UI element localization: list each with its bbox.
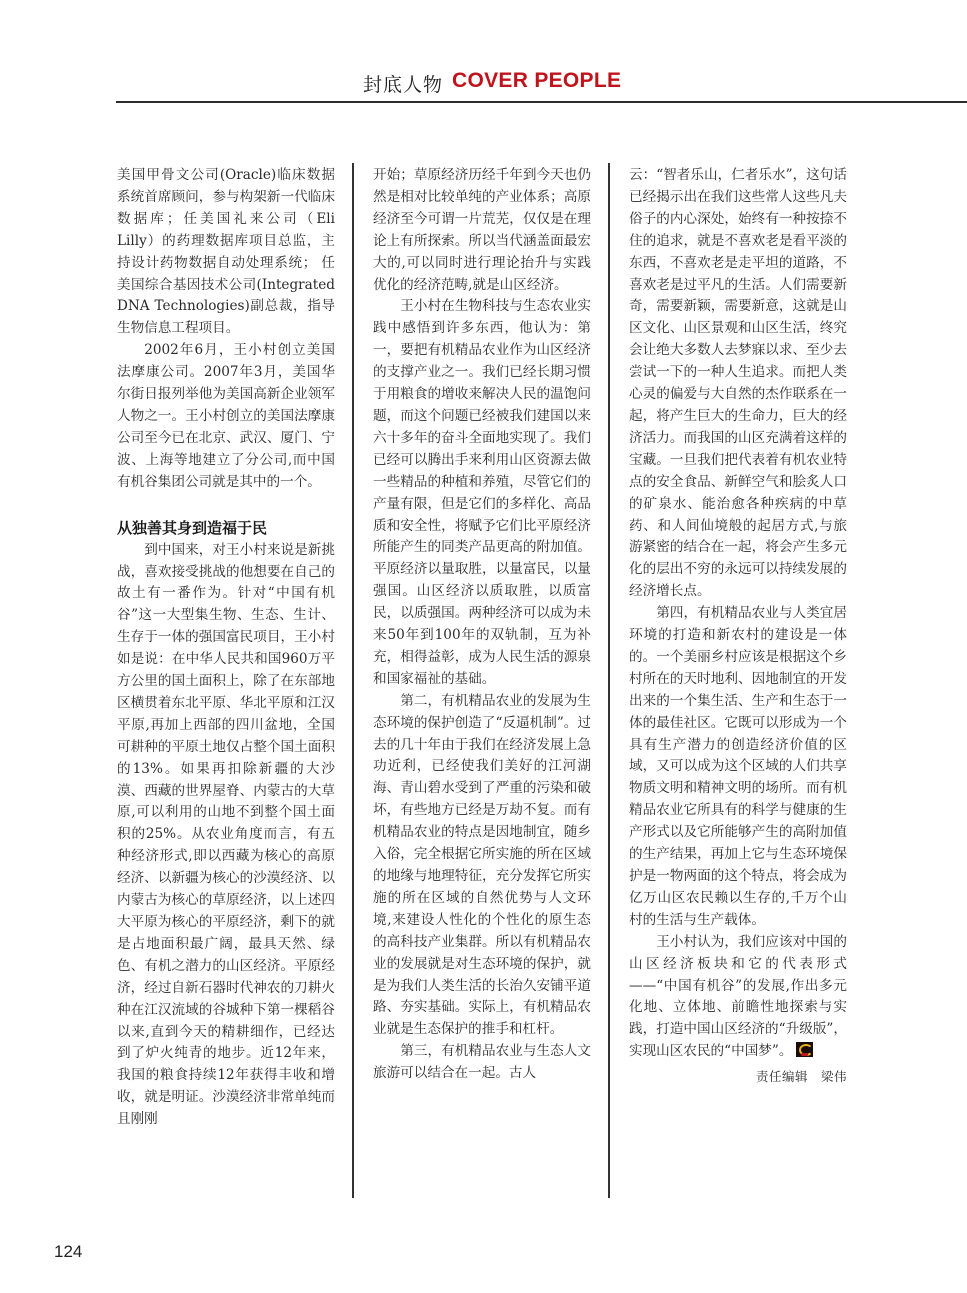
- header-rule: [116, 101, 967, 103]
- column-divider: [352, 163, 354, 1198]
- paragraph: 云：“智者乐山，仁者乐水”，这句话已经揭示出在我们这些常人这些凡夫俗子的内心深处，始终有一种按捺不住的追求，就是不喜欢老是看平淡的东西，不喜欢老是走平坦的道路，不喜欢老是过平凡的生活。人们需要新奇，需要新颖，需要新意，这就是山区文化、山区景观和山区生活，终究会让绝大多数人去梦寐以求、至少去尝试一下的一种人生追求。而把人类心灵的偏爱与大自然的杰作联系在一起，将产生巨大的生命力，巨大的经济活力。而我国的山区充满着这样的宝藏。一旦我们把代表着有机农业特点的安全食品、新鲜空气和脍炙人口的矿泉水、能治愈各种疾病的中草药、和人间仙境般的起居方式,与旅游紧密的结合在一起，将会产生多元化的层出不穷的永远可以持续发展的经济增长点。: [629, 167, 847, 600]
- paragraph: 第四，有机精品农业与人类宜居环境的打造和新农村的建设是一体的。一个美丽乡村应该是根据这个乡村所在的天时地利、因地制宜的开发出来的一个集生活、生产和生态于一体的最佳社区。它既可以形成为一个具有生产潜力的创造经济价值的区域，又可以成为这个区域的人们共享物质文明和精神文明的场所。而有机精品农业它所具有的科学与健康的生产形式以及它所能够产生的高附加值的生产结果，再加上它与生态环境保护是一物两面的这个特点，将会成为亿万山区农民赖以生存的,千万个山村的生活与生产载体。: [629, 605, 847, 928]
- editor-credit: 责任编辑 梁伟: [755, 1069, 847, 1085]
- text-column-1: [117, 165, 335, 1131]
- closing-paragraph: [629, 932, 847, 1063]
- section-title-en: COVER PEOPLE: [452, 69, 622, 92]
- page-header: [0, 66, 967, 100]
- paragraph: 第三，有机精品农业与生态人文旅游可以结合在一起。古人: [373, 1043, 591, 1082]
- magazine-end-logo-icon: [796, 1042, 813, 1057]
- text-column-2: [373, 165, 591, 1085]
- paragraph: 王小村在生物科技与生态农业实践中感悟到许多东西，他认为：第一，要把有机精品农业作为山区经济的支撑产业之一。我们已经长期习惯于用粮食的增收来解决人民的温饱问题，而这个问题已经被我们建国以来六十多年的奋斗全面地实现了。我们已经可以腾出手来利用山区资源去做一些精品的种植和养殖，尽管它们的产量有限，但是它们的多样化、高品质和安全性，将赋予它们比平原经济所能产生的同类产品更高的附加值。平原经济以量取胜，以量富民，以量强国。山区经济以质取胜，以质富民，以质强国。两种经济可以成为未来50年到100年的双轨制，互为补充，相得益彰，成为人民生活的源泉和国家福祉的基础。: [373, 298, 591, 687]
- paragraph: 到中国来，对王小村来说是新挑战，喜欢接受挑战的他想要在自己的故土有一番作为。针对“中国有机谷”这一大型集生物、生态、生计、生存于一体的强国富民项目，王小村如是说：在中华人民共和国960万平方公里的国土面积上，除了在东部地区横贯着东北平原、华北平原和江汉平原,再加上西部的四川盆地，全国可耕种的平原土地仅占整个国土面积的13%。如果再扣除新疆的大沙漠、西藏的世界屋脊、内蒙古的大草原,可以利用的山地不到整个国土面积的25%。从农业角度而言，有五种经济形式,即以西藏为核心的高原经济、以新疆为核心的沙漠经济、以内蒙古为核心的草原经济，以上述四大平原为核心的平原经济，剩下的就是占地面积最广阔，最具天然、绿色、有机之潜力的山区经济。平原经济，经过自新石器时代神农的刀耕火种在江汉流域的谷城种下第一棵稻谷以来,直到今天的精耕细作，已经达到了炉火纯青的地步。近12年来，我国的粮食持续12年获得丰收和增收，就是明证。沙漠经济非常单纯而且刚刚: [117, 541, 335, 1128]
- paragraph: 2002年6月，王小村创立美国法摩康公司。2007年3月，美国华尔街日报列举他为美国高新企业领军人物之一。王小村创立的美国法摩康公司至今已在北京、武汉、厦门、宁波、上海等地建立了分公司,而中国有机谷集团公司就是其中的一个。: [117, 342, 335, 490]
- page-number: 124: [54, 1242, 83, 1261]
- paragraph: 开始；草原经济历经千年到今天也仍然是相对比较单纯的产业体系；高原经济至今可谓一片荒芜，仅仅是在理论上有所探索。所以当代涵盖面最宏大的,可以同时进行理论抬升与实践优化的经济范畴,就是山区经济。: [373, 167, 591, 293]
- paragraph: 美国甲骨文公司(Oracle)临床数据系统首席顾问，参与构架新一代临床数据库；任美国礼来公司（Eli Lilly）的药理数据库项目总监，主持设计药物数据自动处理系统； 任美国综合基因技术公司(Integrated DNA Technologies)副总裁，指导生物信息工程项目。: [117, 167, 335, 337]
- section-subheading: 从独善其身到造福于民: [117, 518, 268, 537]
- paragraph-text: 王小村认为，我们应该对中国的山区经济板块和它的代表形式——“中国有机谷”的发展,作出多元化地、立体地、前瞻性地探索与实践，打造中国山区经济的“升级版”，实现山区农民的“中国梦”。: [629, 933, 847, 1060]
- paragraph: 第二，有机精品农业的发展为生态环境的保护创造了“反逼机制”。过去的几十年由于我们在经济发展上急功近利，已经使我们美好的江河湖海、青山碧水受到了严重的污染和破坏，有些地方已经是万劫不复。而有机精品农业的特点是因地制宜，随乡入俗，完全根据它所实施的所在区域的地缘与地理特征，充分发挥它所实施的所在区域的自然优势与人文环境,来建设人性化的个性化的原生态的高科技产业集群。所以有机精品农业的发展就是对生态环境的保护，就是为我们人类生活的长治久安铺平道路、夯实基础。实际上，有机精品农业就是生态保护的推手和杠杆。: [373, 692, 591, 1038]
- column-divider: [608, 163, 610, 1198]
- section-title-cn: 封底人物: [363, 74, 444, 96]
- text-column-3: [629, 165, 847, 1088]
